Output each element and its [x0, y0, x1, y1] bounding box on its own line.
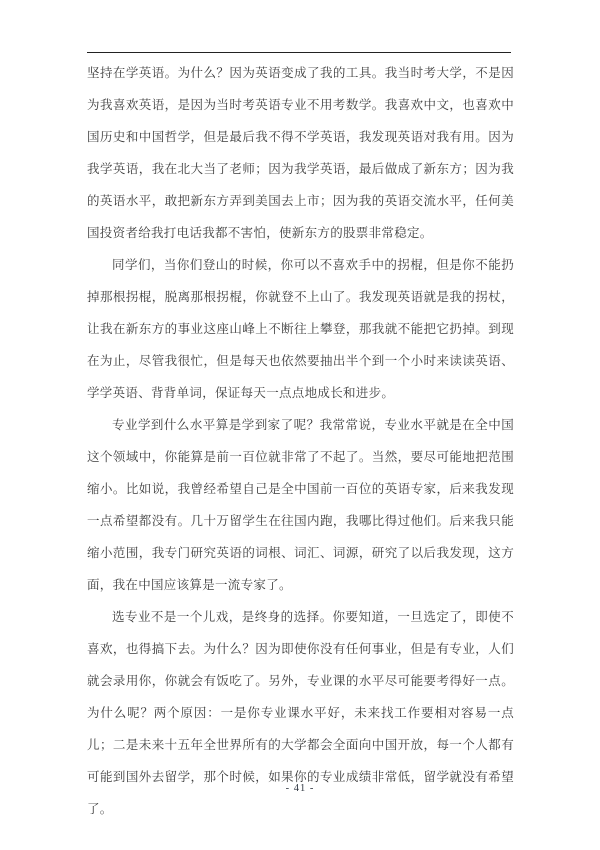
page-number: - 41 -: [285, 783, 315, 794]
header-rule: [87, 52, 511, 53]
page-body: [87, 57, 514, 825]
paragraph: 专业学到什么水平算是学到家了呢？我常常说，专业水平就是在全中国这个领域中，你能算是前一百位就非常了不起了。当然，要尽可能地把范围缩小。比如说，我曾经希望自己是全中国前一百位的英语专家，后来我发现一点希望都没有。几十万留学生在往国内跑，我哪比得过他们。后来我只能缩小范围，我专门研究英语的词根、词汇、词源，研究了以后我发现，这方面，我在中国应该算是一流专家了。: [87, 418, 514, 592]
paragraph: 选专业不是一个儿戏，是终身的选择。你要知道，一旦选定了，即使不喜欢，也得搞下去。为什么？因为即使你没有任何事业，但是有专业，人们就会录用你，你就会有饭吃了。另外，专业课的水平尽可能要考得好一点。为什么呢？两个原因：一是你专业课水平好，未来找工作要相对容易一点儿；二是未来十五年全世界所有的大学都会全面向中国开放，每一个人都有可能到国外去留学，那个时候，如果你的专业成绩非常低，留学就没有希望了。: [87, 610, 514, 816]
paragraph: 同学们，当你们登山的时候，你可以不喜欢手中的拐棍，但是你不能扔掉那根拐棍，脱离那根拐棍，你就登不上山了。我发现英语就是我的拐杖，让我在新东方的事业这座山峰上不断往上攀登，那我就不能把它扔掉。到现在为止，尽管我很忙，但是每天也依然要抽出半个到一个小时来读读英语、学学英语、背背单词，保证每天一点点地成长和进步。: [87, 258, 514, 400]
paragraph: 坚持在学英语。为什么？因为英语变成了我的工具。我当时考大学，不是因为我喜欢英语，是因为当时考英语专业不用考数学。我喜欢中文，也喜欢中国历史和中国哲学，但是最后我不得不学英语，我发现英语对我有用。因为我学英语，我在北大当了老师；因为我学英语，最后做成了新东方；因为我的英语水平，敢把新东方弄到美国去上市；因为我的英语交流水平，任何美国投资者给我打电话我都不害怕，使新东方的股票非常稳定。: [87, 66, 514, 240]
